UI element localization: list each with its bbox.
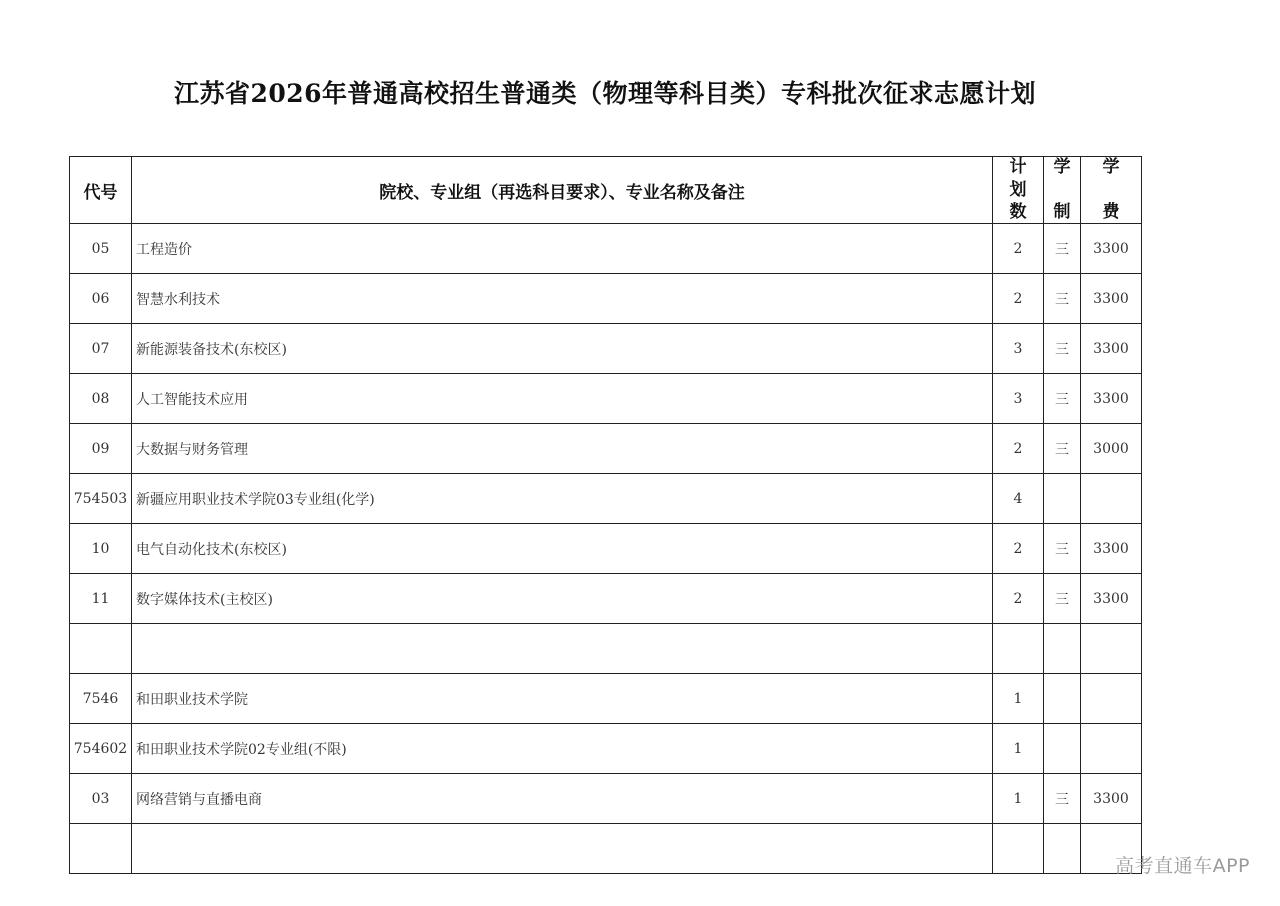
header-study-years — [1044, 157, 1081, 224]
row-name: 人工智能技术应用 — [132, 374, 993, 424]
row-system: 三 — [1044, 224, 1081, 274]
row-system: 三 — [1044, 324, 1081, 374]
row-code: 03 — [70, 774, 132, 824]
row-plan: 2 — [993, 424, 1044, 474]
row-code: 10 — [70, 524, 132, 574]
table-row — [70, 674, 1142, 724]
header-tuition — [1081, 157, 1142, 224]
row-fee — [1081, 674, 1142, 724]
row-plan: 3 — [993, 324, 1044, 374]
row-fee: 3300 — [1081, 774, 1142, 824]
page-title: 江苏省2026年普通高校招生普通类（物理等科目类）专科批次征求志愿计划 — [173, 79, 1037, 108]
header-fee-char: 费 — [1102, 202, 1120, 222]
row-code: 754503 — [70, 474, 132, 524]
header-plan-char: 划 — [1009, 179, 1027, 200]
row-code: 11 — [70, 574, 132, 624]
row-fee: 3300 — [1081, 274, 1142, 324]
header-plan-char: 计 — [1009, 157, 1027, 177]
row-name: 新能源装备技术(东校区) — [132, 324, 993, 374]
header-name: 院校、专业组（再选科目要求）、专业名称及备注 — [132, 157, 993, 224]
row-name: 和田职业技术学院 — [132, 674, 993, 724]
header-fee-char: 学 — [1102, 157, 1120, 177]
table-row — [70, 824, 1142, 874]
row-system: 三 — [1044, 274, 1081, 324]
row-fee: 3000 — [1081, 424, 1142, 474]
row-code: 07 — [70, 324, 132, 374]
row-system — [1044, 824, 1081, 874]
row-system: 三 — [1044, 524, 1081, 574]
row-name: 智慧水利技术 — [132, 274, 993, 324]
row-code — [70, 624, 132, 674]
row-system — [1044, 474, 1081, 524]
row-fee: 3300 — [1081, 374, 1142, 424]
row-plan: 2 — [993, 224, 1044, 274]
row-plan: 2 — [993, 274, 1044, 324]
row-fee: 3300 — [1081, 574, 1142, 624]
row-plan: 2 — [993, 574, 1044, 624]
table-row — [70, 774, 1142, 824]
header-system-char: 制 — [1053, 202, 1071, 222]
table-header-row — [70, 157, 1142, 224]
row-plan — [993, 624, 1044, 674]
row-plan: 4 — [993, 474, 1044, 524]
row-plan: 3 — [993, 374, 1044, 424]
row-fee: 3300 — [1081, 524, 1142, 574]
row-code: 7546 — [70, 674, 132, 724]
row-system: 三 — [1044, 424, 1081, 474]
enrollment-plan-table — [69, 156, 1142, 874]
table-row — [70, 524, 1142, 574]
app-watermark: 高考直通车APP — [1115, 855, 1250, 877]
row-code: 09 — [70, 424, 132, 474]
row-system: 三 — [1044, 574, 1081, 624]
row-name: 大数据与财务管理 — [132, 424, 993, 474]
row-code: 06 — [70, 274, 132, 324]
row-system — [1044, 624, 1081, 674]
row-fee — [1081, 724, 1142, 774]
row-code: 754602 — [70, 724, 132, 774]
table-row — [70, 274, 1142, 324]
row-plan: 1 — [993, 674, 1044, 724]
header-plan-char: 数 — [1009, 202, 1027, 222]
row-code: 08 — [70, 374, 132, 424]
table-row — [70, 424, 1142, 474]
table-row — [70, 724, 1142, 774]
row-plan — [993, 824, 1044, 874]
row-fee — [1081, 624, 1142, 674]
row-system: 三 — [1044, 374, 1081, 424]
row-system — [1044, 674, 1081, 724]
row-system: 三 — [1044, 774, 1081, 824]
row-name: 电气自动化技术(东校区) — [132, 524, 993, 574]
table-row — [70, 474, 1142, 524]
row-name: 新疆应用职业技术学院03专业组(化学) — [132, 474, 993, 524]
row-name — [132, 824, 993, 874]
row-name: 和田职业技术学院02专业组(不限) — [132, 724, 993, 774]
row-fee: 3300 — [1081, 324, 1142, 374]
row-fee — [1081, 474, 1142, 524]
table-row — [70, 374, 1142, 424]
header-system-char: 学 — [1053, 157, 1071, 177]
row-name — [132, 624, 993, 674]
header-code: 代号 — [70, 157, 132, 224]
table-row — [70, 224, 1142, 274]
row-code: 05 — [70, 224, 132, 274]
row-plan: 2 — [993, 524, 1044, 574]
row-name: 数字媒体技术(主校区) — [132, 574, 993, 624]
row-system — [1044, 724, 1081, 774]
row-name: 网络营销与直播电商 — [132, 774, 993, 824]
row-plan: 1 — [993, 774, 1044, 824]
row-name: 工程造价 — [132, 224, 993, 274]
header-plan-count — [993, 157, 1044, 224]
row-code — [70, 824, 132, 874]
table-row — [70, 624, 1142, 674]
row-fee: 3300 — [1081, 224, 1142, 274]
row-plan: 1 — [993, 724, 1044, 774]
table-row — [70, 324, 1142, 374]
table-row — [70, 574, 1142, 624]
